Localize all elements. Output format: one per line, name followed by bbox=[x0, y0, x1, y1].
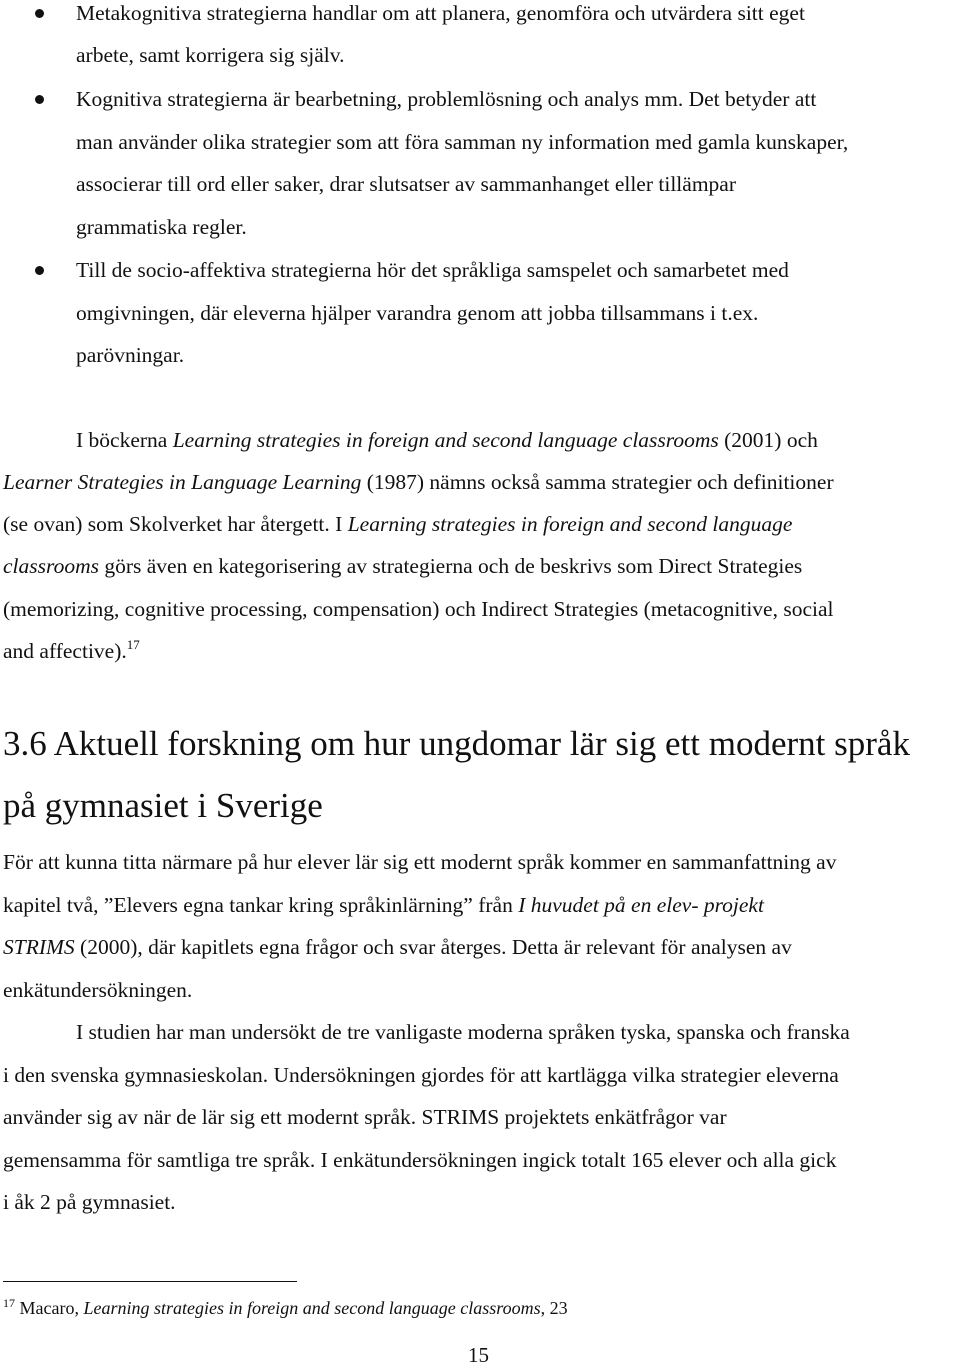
bullet-line: parövningar. bbox=[76, 343, 185, 367]
bullet-line: Metakognitiva strategierna handlar om att planera, genomföra och utvärdera sitt eget bbox=[76, 1, 805, 25]
paragraph-line: I böckerna Learning strategies in foreign and second language classrooms (2001) och bbox=[76, 428, 818, 452]
bullet-line: man använder olika strategier som att föra samman ny information med gamla kunskaper, bbox=[76, 130, 849, 154]
paragraph-line: kapitel två, ”Elevers egna tankar kring språkinlärning” från I huvudet på en elev- projekt bbox=[3, 893, 764, 917]
bullet-icon bbox=[35, 266, 44, 275]
paragraph-line: För att kunna titta närmare på hur elever lär sig ett modernt språk kommer en sammanfattning av bbox=[3, 850, 837, 874]
bullet-line: omgivningen, där eleverna hjälper varandra genom att jobba tillsammans i t.ex. bbox=[76, 301, 759, 325]
paragraph-line: använder sig av när de lär sig ett modernt språk. STRIMS projektets enkätfrågor var bbox=[3, 1105, 727, 1129]
paragraph-line: gemensamma för samtliga tre språk. I enkätundersökningen ingick totalt 165 elever och alla gick bbox=[3, 1148, 837, 1172]
bullet-line: associerar till ord eller saker, drar slutsatser av sammanhanget eller tillämpar bbox=[76, 172, 737, 196]
footnote-number: 17 bbox=[3, 1296, 15, 1310]
paragraph-line: classrooms görs även en kategorisering av strategierna och de beskrivs som Direct Strategies bbox=[3, 554, 803, 578]
paragraph-line: i den svenska gymnasieskolan. Undersökningen gjordes för att kartlägga vilka strategier eleverna bbox=[3, 1063, 839, 1087]
paragraph-line: enkätundersökningen. bbox=[3, 978, 193, 1002]
bullet-icon bbox=[35, 9, 44, 18]
heading-line: 3.6 Aktuell forskning om hur ungdomar lär sig ett modernt språk bbox=[3, 724, 910, 763]
bullet-line: arbete, samt korrigera sig själv. bbox=[76, 43, 345, 67]
bullet-line: grammatiska regler. bbox=[76, 215, 247, 239]
paragraph-line: Learner Strategies in Language Learning (1987) nämns också samma strategier och definitioner bbox=[3, 470, 834, 494]
paragraph-line: and affective).$^{17}$ bbox=[3, 637, 140, 663]
heading-line: på gymnasiet i Sverige bbox=[3, 786, 323, 825]
paragraph-line: (memorizing, cognitive processing, compensation) och Indirect Strategies (metacognitive, social bbox=[3, 597, 834, 621]
footnote-reference: 17 bbox=[126, 637, 140, 652]
page-number: 15 bbox=[468, 1343, 489, 1367]
footnote-divider bbox=[3, 1281, 297, 1282]
bullet-line: Kognitiva strategierna är bearbetning, problemlösning och analys mm. Det betyder att bbox=[76, 87, 817, 111]
footnote: $^{17}$ Macaro, Learning strategies in foreign and second language classrooms, 23 bbox=[3, 1296, 568, 1318]
bullet-line: Till de socio-affektiva strategierna hör det språkliga samspelet och samarbetet med bbox=[76, 258, 789, 282]
paragraph-line: STRIMS (2000), där kapitlets egna frågor och svar återges. Detta är relevant för analysen av bbox=[3, 935, 792, 959]
paragraph-line: (se ovan) som Skolverket har återgett. I Learning strategies in foreign and second language bbox=[3, 512, 793, 536]
bullet-icon bbox=[35, 95, 44, 104]
paragraph-line: i åk 2 på gymnasiet. bbox=[3, 1190, 176, 1214]
paragraph-line: I studien har man undersökt de tre vanligaste moderna språken tyska, spanska och franska bbox=[76, 1020, 850, 1044]
